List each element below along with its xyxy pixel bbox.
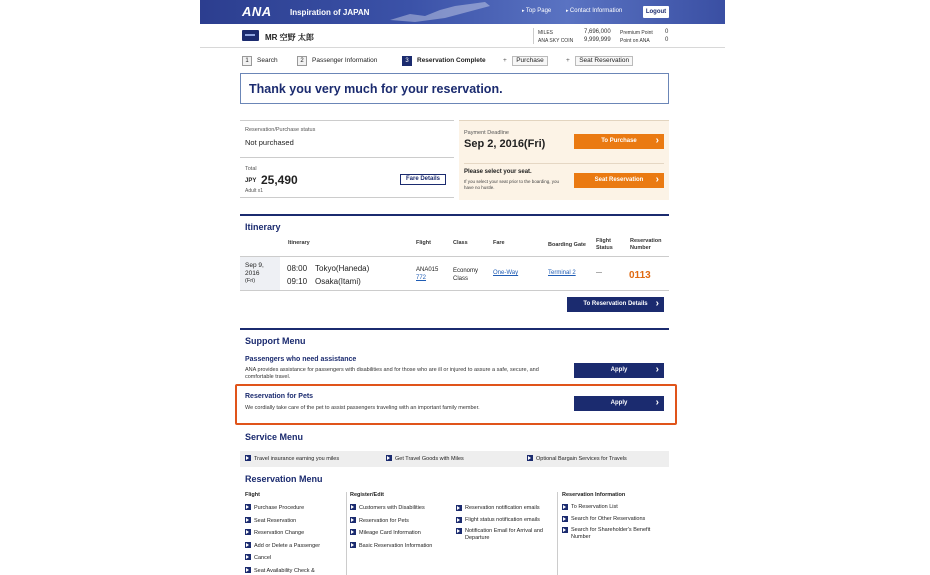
col-itinerary: Itinerary xyxy=(288,240,310,246)
aircraft-link[interactable]: 772 xyxy=(416,275,427,281)
menu-shareholder-benefit[interactable]: Search for Shareholder's Benefit Number xyxy=(562,527,669,540)
boarding-gate-link[interactable]: Terminal 2 xyxy=(548,270,576,276)
itinerary-title: Itinerary xyxy=(240,214,669,234)
step-passenger-information: 2 Passenger Information xyxy=(297,56,377,66)
arrow-icon xyxy=(245,455,251,461)
step-purchase: + Purchase xyxy=(503,56,548,66)
user-name: MR 空野 太郎 xyxy=(265,33,314,42)
seat-note: If you select your seat prior to the boarding, you have no hustle. xyxy=(464,179,560,190)
departure-place: Tokyo(Haneda) xyxy=(315,264,370,273)
menu-basic-reservation-info[interactable]: Basic Reservation Information xyxy=(350,542,455,550)
divider xyxy=(464,163,664,164)
tagline: Inspiration of JAPAN xyxy=(290,8,370,17)
flight-date: Sep 9, 2016 (Fri) xyxy=(240,257,280,290)
arrow-icon xyxy=(245,567,251,573)
flight-status: --- xyxy=(596,270,602,276)
menu-mileage-card[interactable]: Mileage Card Information xyxy=(350,529,455,537)
to-purchase-button[interactable]: To Purchase › xyxy=(574,134,664,149)
page xyxy=(200,0,725,575)
service-item-insurance[interactable]: Travel insurance earning you miles xyxy=(245,455,339,462)
ana-logo[interactable]: ANA xyxy=(242,4,272,19)
divider xyxy=(346,492,347,575)
arrow-icon xyxy=(456,528,462,534)
nav-top-page[interactable]: ▸ Top Page xyxy=(522,8,551,14)
point-on-ana-value: 0 xyxy=(665,37,669,43)
service-menu-title: Service Menu xyxy=(245,432,304,442)
step-reservation-complete: 3 Reservation Complete xyxy=(402,56,486,66)
fare-link[interactable]: One-Way xyxy=(493,270,519,276)
reservation-details-button[interactable]: To Reservation Details › xyxy=(567,297,664,312)
service-menu xyxy=(240,451,669,467)
total-fare xyxy=(240,160,454,198)
thank-you-message: Thank you very much for your reservation. xyxy=(249,82,503,96)
arrow-icon xyxy=(245,542,251,548)
user-bar xyxy=(200,24,725,48)
menu-reservation-notification[interactable]: Reservation notification emails xyxy=(456,505,556,512)
arrival-time: 09:10 xyxy=(287,277,308,286)
arrow-icon xyxy=(350,517,356,523)
itinerary-row xyxy=(240,256,669,291)
nav-contact-information[interactable]: ▸ Contact Information xyxy=(566,8,622,14)
col-fare: Fare xyxy=(493,240,505,246)
col-reservation-number: Reservation Number xyxy=(630,238,662,251)
divider xyxy=(533,28,534,44)
currency: JPY xyxy=(245,178,257,184)
arrow-icon xyxy=(350,529,356,535)
notification-menu xyxy=(456,505,556,546)
arrow-icon xyxy=(562,527,568,533)
arrow-icon xyxy=(350,504,356,510)
menu-arrival-departure-notification[interactable]: Notification Email for Arrival and Departure xyxy=(456,528,556,541)
menu-seat-availability[interactable]: Seat Availability Check & xyxy=(245,567,340,575)
seat-reservation-button[interactable]: Seat Reservation › xyxy=(574,173,664,188)
menu-reservation-change[interactable]: Reservation Change xyxy=(245,529,340,537)
arrow-icon xyxy=(456,505,462,511)
payment-deadline: Sep 2, 2016(Fri) xyxy=(464,138,546,150)
coin-label: ANA SKY COIN xyxy=(538,38,574,44)
arrow-icon xyxy=(527,455,533,461)
arrow-icon xyxy=(350,542,356,548)
register-edit-heading: Register/Edit xyxy=(350,492,384,498)
assistance-description: ANA provides assistance for passengers with disabilities and for those who are ill or injured to assure a safe, secure, and comfortable travel. xyxy=(245,367,539,380)
fare-class: Economy Class xyxy=(453,268,479,282)
col-flight-status: Flight Status xyxy=(596,238,613,251)
select-seat-label: Please select your seat. xyxy=(464,169,532,175)
support-menu-title: Support Menu xyxy=(240,328,669,348)
pets-title: Reservation for Pets xyxy=(245,393,314,400)
service-item-bargain[interactable]: Optional Bargain Services for Travels xyxy=(527,455,627,462)
menu-add-delete-passenger[interactable]: Add or Delete a Passenger xyxy=(245,542,340,550)
status-label: Reservation/Purchase status xyxy=(245,127,316,133)
reservation-status xyxy=(240,120,454,158)
flight-menu-heading: Flight xyxy=(245,492,260,498)
membership-card-icon xyxy=(242,30,259,41)
status-value: Not purchased xyxy=(245,138,294,147)
miles-label: MILES xyxy=(538,30,554,36)
divider xyxy=(557,492,558,575)
col-class: Class xyxy=(453,240,468,246)
flight-menu xyxy=(245,492,340,575)
reservation-info-menu xyxy=(562,492,669,545)
menu-customers-disabilities[interactable]: Customers with Disabilities xyxy=(350,504,455,512)
passenger-count: Adult x1 xyxy=(245,188,264,194)
pets-description: We cordially take care of the pet to assist passengers traveling with an important family member. xyxy=(245,405,480,411)
menu-search-other-reservations[interactable]: Search for Other Reservations xyxy=(562,516,669,523)
arrow-icon xyxy=(386,455,392,461)
col-flight: Flight xyxy=(416,240,431,246)
arrow-icon xyxy=(245,554,251,560)
payment-deadline-label: Payment Deadline xyxy=(464,130,509,136)
departure-time: 08:00 xyxy=(287,264,308,273)
arrow-icon xyxy=(245,529,251,535)
register-edit-menu xyxy=(350,492,455,554)
premium-point-label: Premium Point xyxy=(620,30,653,36)
service-item-travel-goods[interactable]: Get Travel Goods with Miles xyxy=(386,455,464,462)
miles-value: 7,696,000 xyxy=(584,29,611,35)
reservation-info-heading: Reservation Information xyxy=(562,492,626,498)
fare-details-button[interactable]: Fare Details xyxy=(400,174,446,185)
arrival-place: Osaka(Itami) xyxy=(315,277,361,286)
menu-reservation-list[interactable]: To Reservation List xyxy=(562,504,669,511)
step-search: 1 Search xyxy=(242,56,278,66)
payment-panel xyxy=(459,120,669,200)
pets-apply-button[interactable]: Apply › xyxy=(574,396,664,411)
arrow-icon xyxy=(562,504,568,510)
menu-cancel[interactable]: Cancel xyxy=(245,554,340,562)
coin-value: 9,999,999 xyxy=(584,37,611,43)
total-label: Total xyxy=(245,166,257,172)
thank-you-banner xyxy=(240,73,669,104)
menu-flight-status-notification[interactable]: Flight status notification emails xyxy=(456,517,556,524)
point-on-ana-label: Point on ANA xyxy=(620,38,650,44)
reservation-number: 0113 xyxy=(629,270,651,281)
total-amount: 25,490 xyxy=(261,173,298,187)
menu-purchase-procedure[interactable]: Purchase Procedure xyxy=(245,504,340,512)
arrow-icon xyxy=(456,517,462,523)
arrow-icon xyxy=(562,516,568,522)
menu-seat-reservation[interactable]: Seat Reservation xyxy=(245,517,340,525)
arrow-icon xyxy=(245,517,251,523)
reservation-menu-title: Reservation Menu xyxy=(245,474,323,484)
logout-button[interactable]: Logout xyxy=(643,6,669,18)
flight-number: ANA015 xyxy=(416,267,439,273)
assistance-apply-button[interactable]: Apply › xyxy=(574,363,664,378)
col-boarding-gate: Boarding Gate xyxy=(548,242,586,248)
japan-map-decoration xyxy=(380,0,500,24)
arrow-icon xyxy=(245,504,251,510)
site-header xyxy=(200,0,725,24)
step-seat-reservation: + Seat Reservation xyxy=(566,56,633,66)
assistance-title: Passengers who need assistance xyxy=(245,356,357,363)
menu-reservation-pets[interactable]: Reservation for Pets xyxy=(350,517,455,525)
premium-point-value: 0 xyxy=(665,29,669,35)
